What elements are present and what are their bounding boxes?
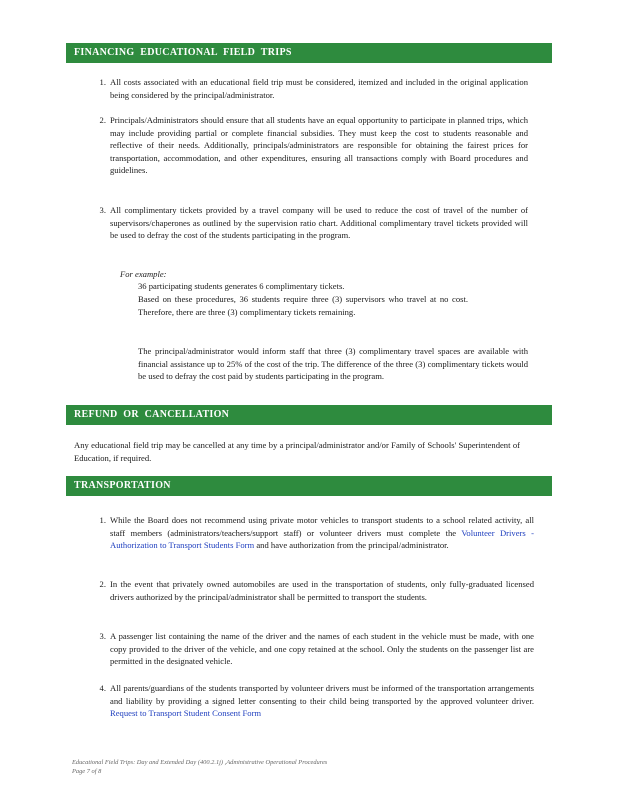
example-line: Based on these procedures, 36 students require three (3) supervisors who travel at no cost. Therefore, there are three (3) complimentary tickets remaining.	[138, 294, 468, 317]
example-label: For example:	[120, 269, 167, 279]
list-item: 3. All complimentary tickets provided by a travel company will be used to reduce the cost of travel of the number of supervisors/chaperones as outlined by the supervision ratio chart. Additional complimentary travel tickets provided will be used to defray the cost of the students participating in the program.	[99, 205, 528, 241]
page-footer	[72, 758, 327, 776]
example-line: 36 participating students generates 6 complimentary tickets.	[138, 281, 345, 291]
footer-document-title: Educational Field Trips: Day and Extended Day (400.2.1j) ,Administrative Operational Procedures	[72, 759, 328, 766]
list-item: 2. In the event that privately owned automobiles are used in the transportation of students, only fully-graduated licensed drivers authorized by the principal/administrator shall be permitted to transport the students.	[99, 579, 534, 602]
refund-text: Any educational field trip may be cancelled at any time by a principal/administrator and/or Family of Schools' Superintendent of Education, if required.	[74, 440, 520, 463]
footer-page-number: Page 7 of 8	[72, 768, 102, 775]
section-title: TRANSPORTATION	[74, 480, 171, 491]
list-item: 1. All costs associated with an educational field trip must be considered, itemized and included in the original application being considered by the principal/administrator.	[99, 77, 528, 100]
transportation-list	[99, 514, 534, 724]
financing-list	[99, 76, 528, 256]
section-header-refund	[66, 405, 552, 425]
example-line: The principal/administrator would inform staff that three (3) complimentary travel spaces are available with financial assistance up to 25% of the cost of the trip. The difference of the three (3) complimentary tickets would be used to defray the cost paid by students participating in the program.	[138, 346, 528, 382]
list-item: 3. A passenger list containing the name of the driver and the names of each student in the vehicle must be made, with one copy provided to the driver of the vehicle, and one copy retained at the school. Only the students on the passenger list are permitted in the designated vehicle.	[99, 631, 534, 667]
section-title: REFUND OR CANCELLATION	[74, 409, 230, 420]
list-item: 1. While the Board does not recommend using private motor vehicles to transport students to a school related activity, all staff members (administrators/teachers/support staff) or volunteer drivers must complete the Volunteer Drivers - Authorization to Transport Students Form and have authorization from the principal/administrator.	[99, 515, 534, 551]
section-header-financing	[66, 43, 552, 63]
list-item: 4. All parents/guardians of the students transported by volunteer drivers must be informed of the transportation arrangements and liability by providing a signed letter consenting to their child being transported by the approved volunteer driver. Request to Transport Student Consent Form	[99, 683, 534, 719]
volunteer-drivers-form-link[interactable]: Volunteer Drivers - Authorization to Transport Students Form	[110, 527, 534, 551]
section-header-transportation	[66, 476, 552, 496]
list-item: 2. Principals/Administrators should ensure that all students have an equal opportunity to participate in planned trips, which may include providing partial or complete financial subsidies. They must keep the cost to students reasonable and reflective of their needs. Additionally, principals/administrators are responsible for obtaining the fairest prices for transportation, accommodation, and other expenditures, ensuring all transactions comply with Board procedures and guidelines.	[99, 115, 528, 176]
section-title: FINANCING EDUCATIONAL FIELD TRIPS	[74, 47, 292, 58]
consent-form-link[interactable]: Request to Transport Student Consent Form	[110, 708, 262, 719]
